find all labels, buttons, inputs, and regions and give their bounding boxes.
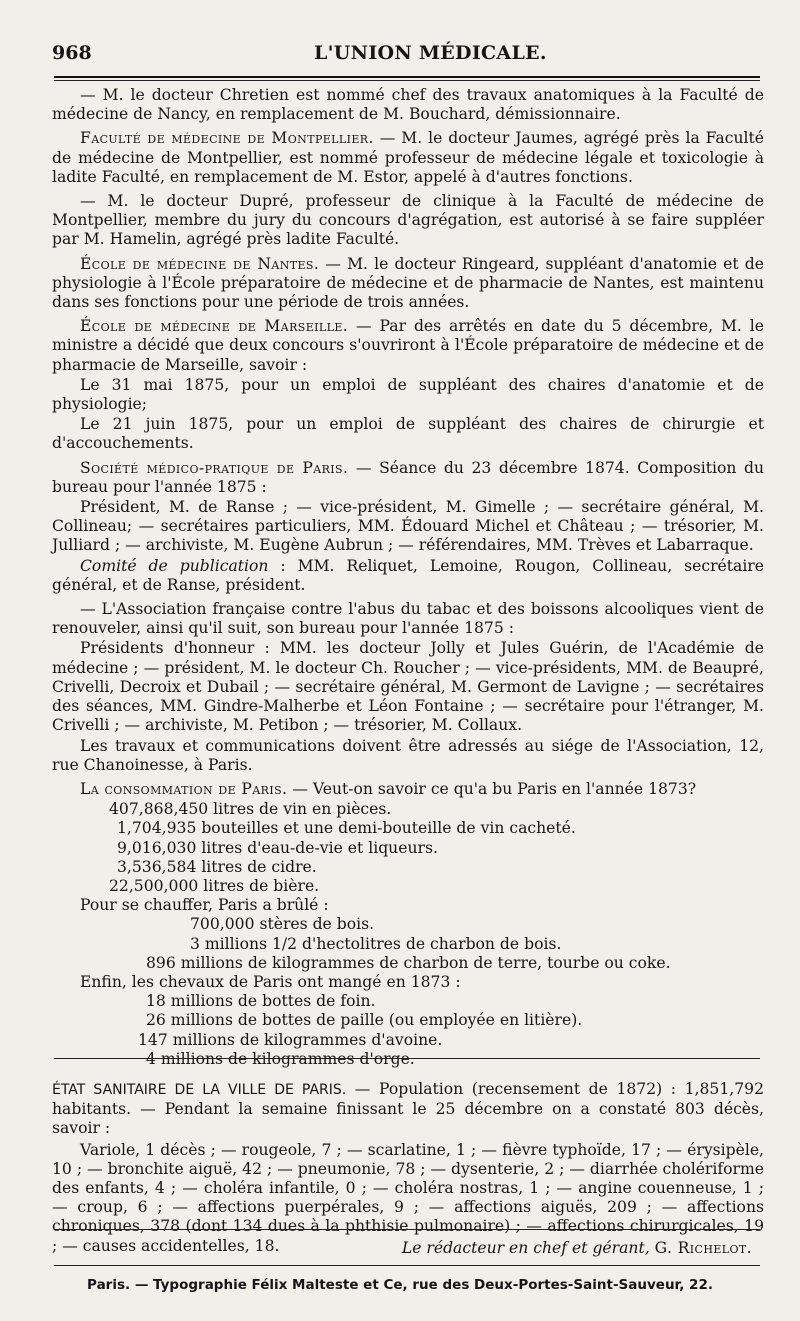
sanitaire-heading: ÉTAT SANITAIRE DE LA VILLE DE PARIS. — [52, 1082, 347, 1098]
list-item: 26 millions de bottes de paille (ou employée en litière). — [146, 1011, 583, 1030]
paragraph-travaux: Les travaux et communications doivent être adressés au siége de l'Association, 12, rue Chanoinesse, à Paris. — [52, 736, 764, 774]
running-title: L'UNION MÉDICALE. — [314, 42, 547, 64]
paragraph-text: — Veut-on savoir ce qu'a bu Paris en l'année 1873? — [287, 779, 697, 798]
etat-sanitaire — [52, 1080, 764, 1261]
list-item: 22,500,000 litres de bière. — [109, 876, 320, 895]
header-rule — [54, 76, 760, 78]
horses-intro: Enfin, les chevaux de Paris ont mangé en 1873 : — [80, 972, 461, 991]
footer-rule — [54, 1265, 760, 1266]
section-heading: École de médecine de Nantes. — [80, 254, 320, 273]
list-item: 3,536,584 litres de cidre. — [117, 857, 317, 876]
page-number: 968 — [52, 42, 92, 64]
list-item: 3 millions 1/2 d'hectolitres de charbon de bois. — [190, 934, 562, 953]
paragraph-text: — M. le docteur Ringeard, suppléant d'anatomie et de physiologie à l'École préparatoire de médecine et de pharmacie de Nantes, est maintenu dans ses fonctions pour une période de trois années. — [52, 254, 764, 312]
paragraph-consommation — [52, 780, 764, 799]
article-body — [52, 86, 764, 1069]
section-heading: Faculté de médecine de Montpellier. — [80, 129, 374, 148]
section-rule — [54, 1058, 760, 1059]
header-rule-thin — [54, 80, 760, 81]
drinks-list — [52, 800, 764, 896]
signature-rule — [54, 1229, 760, 1230]
signature-name: G. Richelot. — [654, 1239, 752, 1257]
paragraph-text: — M. le docteur Jaumes, agrégé près la Faculté de médecine de Montpellier, est nommé professeur de médecine légale et toxicologie à ladite Faculté, en remplacement de M. Estor, appelé à d'autres fonctions. — [52, 129, 764, 186]
paragraph-bureau: Président, M. de Ranse ; — vice-président, M. Gimelle ; — secrétaire général, M. Collineau; — secrétaires particuliers, MM. Édouard Michel et Château ; — trésorier, M. Julliard ; — archiviste, M. Eugène Aubrun ; — référendaires, MM. Trèves et Labarraque. — [52, 498, 764, 555]
list-item: 147 millions de kilogrammes d'avoine. — [138, 1030, 443, 1049]
journal-page — [40, 0, 764, 1321]
list-item: 407,868,450 litres de vin en pièces. — [109, 800, 392, 819]
list-item: 18 millions de bottes de foin. — [146, 992, 376, 1011]
signature — [52, 1239, 752, 1257]
section-heading: Comité de publication — [80, 556, 269, 575]
list-item: 9,016,030 litres d'eau-de-vie et liqueurs. — [117, 838, 438, 857]
section-heading: La consommation de Paris. — [80, 779, 288, 798]
list-item: 1,704,935 bouteilles et une demi-bouteille de vin cacheté. — [117, 819, 576, 838]
paragraph-dupre: — M. le docteur Dupré, professeur de clinique à la Faculté de médecine de Montpellier, membre du jury du concours d'agrégation, est autorisé à se faire suppléer par M. Hamelin, agrégé près ladite Faculté. — [52, 192, 764, 249]
concours-date-2: Le 21 juin 1875, pour un emploi de suppléant des chaires de chirurgie et d'accouchements. — [52, 415, 764, 453]
list-item: 4 millions de kilogrammes d'orge. — [146, 1049, 415, 1068]
paragraph-presidents: Présidents d'honneur : MM. les docteur Jolly et Jules Guérin, de l'Académie de médecine ; — président, M. le docteur Ch. Roucher ; — vice-présidents, MM. de Beaupré, Crivelli, Decroix et Dubail ; — secrétaire général, M. Germont de Lavigne ; — secrétaires des séances, MM. Gindre-Malherbe et Léon Fontaine ; — secrétaire pour l'étranger, M. Crivelli ; — archiviste, M. Petibon ; — trésorier, M. Collaux. — [52, 639, 764, 735]
paragraph-marseille — [52, 317, 764, 375]
heating-intro: Pour se chauffer, Paris a brûlé : — [80, 896, 329, 915]
signature-label: Le rédacteur en chef et gérant, — [401, 1239, 650, 1257]
printer-footer: Paris. — Typographie Félix Malteste et Ce, rue des Deux-Portes-Saint-Sauveur, 22. — [87, 1277, 713, 1293]
paragraph-montpellier — [52, 129, 764, 187]
paragraph-comite — [52, 557, 764, 595]
sanitaire-deces: Variole, 1 décès ; — rougeole, 7 ; — scarlatine, 1 ; — fièvre typhoïde, 17 ; — érysipèle, 10 ; — bronchite aiguë, 42 ; — pneumonie, 78 ; — dysenterie, 2 ; — diarrhée cholériforme des enfants, 4 ; — choléra infantile, 0 ; — choléra nostras, 1 ; — angine couenneuse, 1 ; — croup, 6 ; — affections puerpérales, 9 ; — affections aiguës, 209 ; — affections chroniques, 378 (dont 134 dues à la phthisie pulmonaire) ; — affections chirurgicales, 19 ; — causes accidentelles, 18. — [52, 1140, 764, 1255]
sanitaire-intro — [52, 1080, 764, 1139]
paragraph-text: — Par des arrêtés en date du 5 décembre, M. le ministre a décidé que deux concours s'ouvriront à l'École préparatoire de médecine et de pharmacie de Marseille, savoir : — [52, 317, 764, 374]
section-heading: École de médecine de Marseille. — [80, 317, 349, 336]
paragraph-text: : MM. Reliquet, Lemoine, Rougon, Collineau, secrétaire général, et de Ranse, président. — [52, 556, 764, 594]
paragraph-association: — L'Association française contre l'abus du tabac et des boissons alcooliques vient de renouveler, ainsi qu'il suit, son bureau pour l'année 1875 : — [52, 600, 764, 638]
concours-date-1: Le 31 mai 1875, pour un emploi de suppléant des chaires d'anatomie et de physiologie; — [52, 375, 764, 414]
paragraph-societe — [52, 459, 764, 497]
list-item: 896 millions de kilogrammes de charbon de terre, tourbe ou coke. — [146, 953, 671, 972]
sanitaire-text: — Population (recensement de 1872) : 1,851,792 habitants. — Pendant la semaine finissant le 25 décembre on a constaté 803 décès, savoir : — [52, 1080, 764, 1138]
paragraph-nantes — [52, 255, 764, 313]
paragraph-text: — Séance du 23 décembre 1874. Composition du bureau pour l'année 1875 : — [52, 458, 764, 496]
section-heading: Société médico-pratique de Paris. — [80, 458, 349, 477]
paragraph-chretien: — M. le docteur Chretien est nommé chef des travaux anatomiques à la Faculté de médecine de Nancy, en remplacement de M. Bouchard, démissionnaire. — [52, 86, 764, 124]
page-header — [52, 42, 762, 72]
list-item: 700,000 stères de bois. — [190, 915, 375, 934]
heating-list — [52, 915, 764, 973]
